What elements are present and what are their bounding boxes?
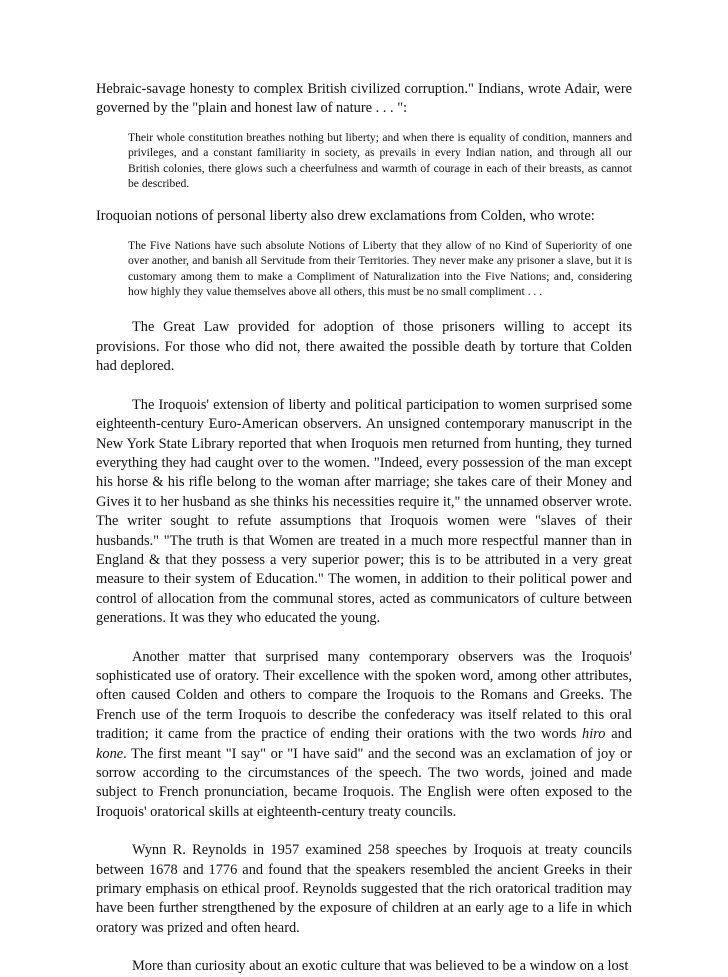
- block-quote-adair: Their whole constitution breathes nothing but liberty; and when there is equality of condition, manners and privileges, and a constant familiarity in society, as prevails in every Indian nation, and through all our British colonies, there glows such a cheerfulness and warmth of courage in each of their breasts, as cannot be described.: [128, 130, 632, 191]
- oratory-text-a: Another matter that surprised many contemporary observers was the Iroquois' sophisticated use of oratory. Their excellence with the spoken word, among other attributes, often caused Colden and others to compare the Iroquois to the Romans and Greeks. The French use of the term Iroquois to describe the confederacy was itself related to this oral tradition; it came from the practice of ending their orations with the two words: [96, 648, 632, 743]
- paragraph-reynolds: Wynn R. Reynolds in 1957 examined 258 speeches by Iroquois at treaty councils between 1678 and 1776 and found that the speakers resembled the ancient Greeks in their primary emphasis on ethical proof. Reynolds suggested that the rich oratorical tradition may have been further strengthened by the exposure of children at an early age to a life in which oratory was prized and often heard.: [96, 842, 632, 936]
- paragraph-colden-intro: Iroquoian notions of personal liberty also drew exclamations from Colden, who wrote:: [96, 208, 595, 225]
- paragraph-oratory: [96, 648, 632, 823]
- paragraph-women: The Iroquois' extension of liberty and political participation to women surprised some eighteenth-century Euro-American observers. An unsigned contemporary manuscript in the New York State Library reported that when Iroquois men returned from hunting, they turned everything they had caught over to the women. "Indeed, every possession of the man except his horse & his rifle belong to the woman after marriage; she takes care of their Money and Gives it to her husband as she thinks his necessities require it," the unnamed observer wrote. The writer sought to refute assumptions that Iroquois women were "slaves of their husbands." "The truth is that Women are treated in a much more respectful manner than in England & that they possess a very superior power; this is to be attributed in a very great measure to their system of Education." The women, in addition to their political power and control of allocation from the communal stores, acted as communicators of culture between generations. It was they who educated the young.: [96, 396, 632, 627]
- paragraph-adair-intro: Hebraic-savage honesty to complex British civilized corruption." Indians, wrote Adair, were governed by the "plain and honest law of nature . . . ":: [96, 81, 632, 117]
- word-hiro: hiro: [582, 726, 606, 743]
- paragraph-curiosity: More than curiosity about an exotic culture that was believed to be a window on a lost: [132, 958, 629, 975]
- word-kone: kone: [96, 745, 124, 762]
- oratory-text-b: . The first meant "I say" or "I have said" and the second was an exclamation of joy or sorrow according to the circumstances of the speech. The two words, joined and made subject to French pronunciation, became Iroquois. The English were often exposed to the Iroquois' oratorical skills at eighteenth-century treaty councils.: [96, 745, 632, 820]
- paragraph-great-law: The Great Law provided for adoption of those prisoners willing to accept its provisions. For those who did not, there awaited the possible death by torture that Colden had deplored.: [96, 319, 632, 375]
- block-quote-colden: The Five Nations have such absolute Notions of Liberty that they allow of no Kind of Superiority of one over another, and banish all Servitude from their Territories. They never make any prisoner a slave, but it is customary among them to make a Compliment of Naturalization into the Five Nations; and, considering how highly they value themselves above all others, this must be no small compliment . . .: [128, 238, 632, 299]
- oratory-text-and: and: [605, 726, 632, 743]
